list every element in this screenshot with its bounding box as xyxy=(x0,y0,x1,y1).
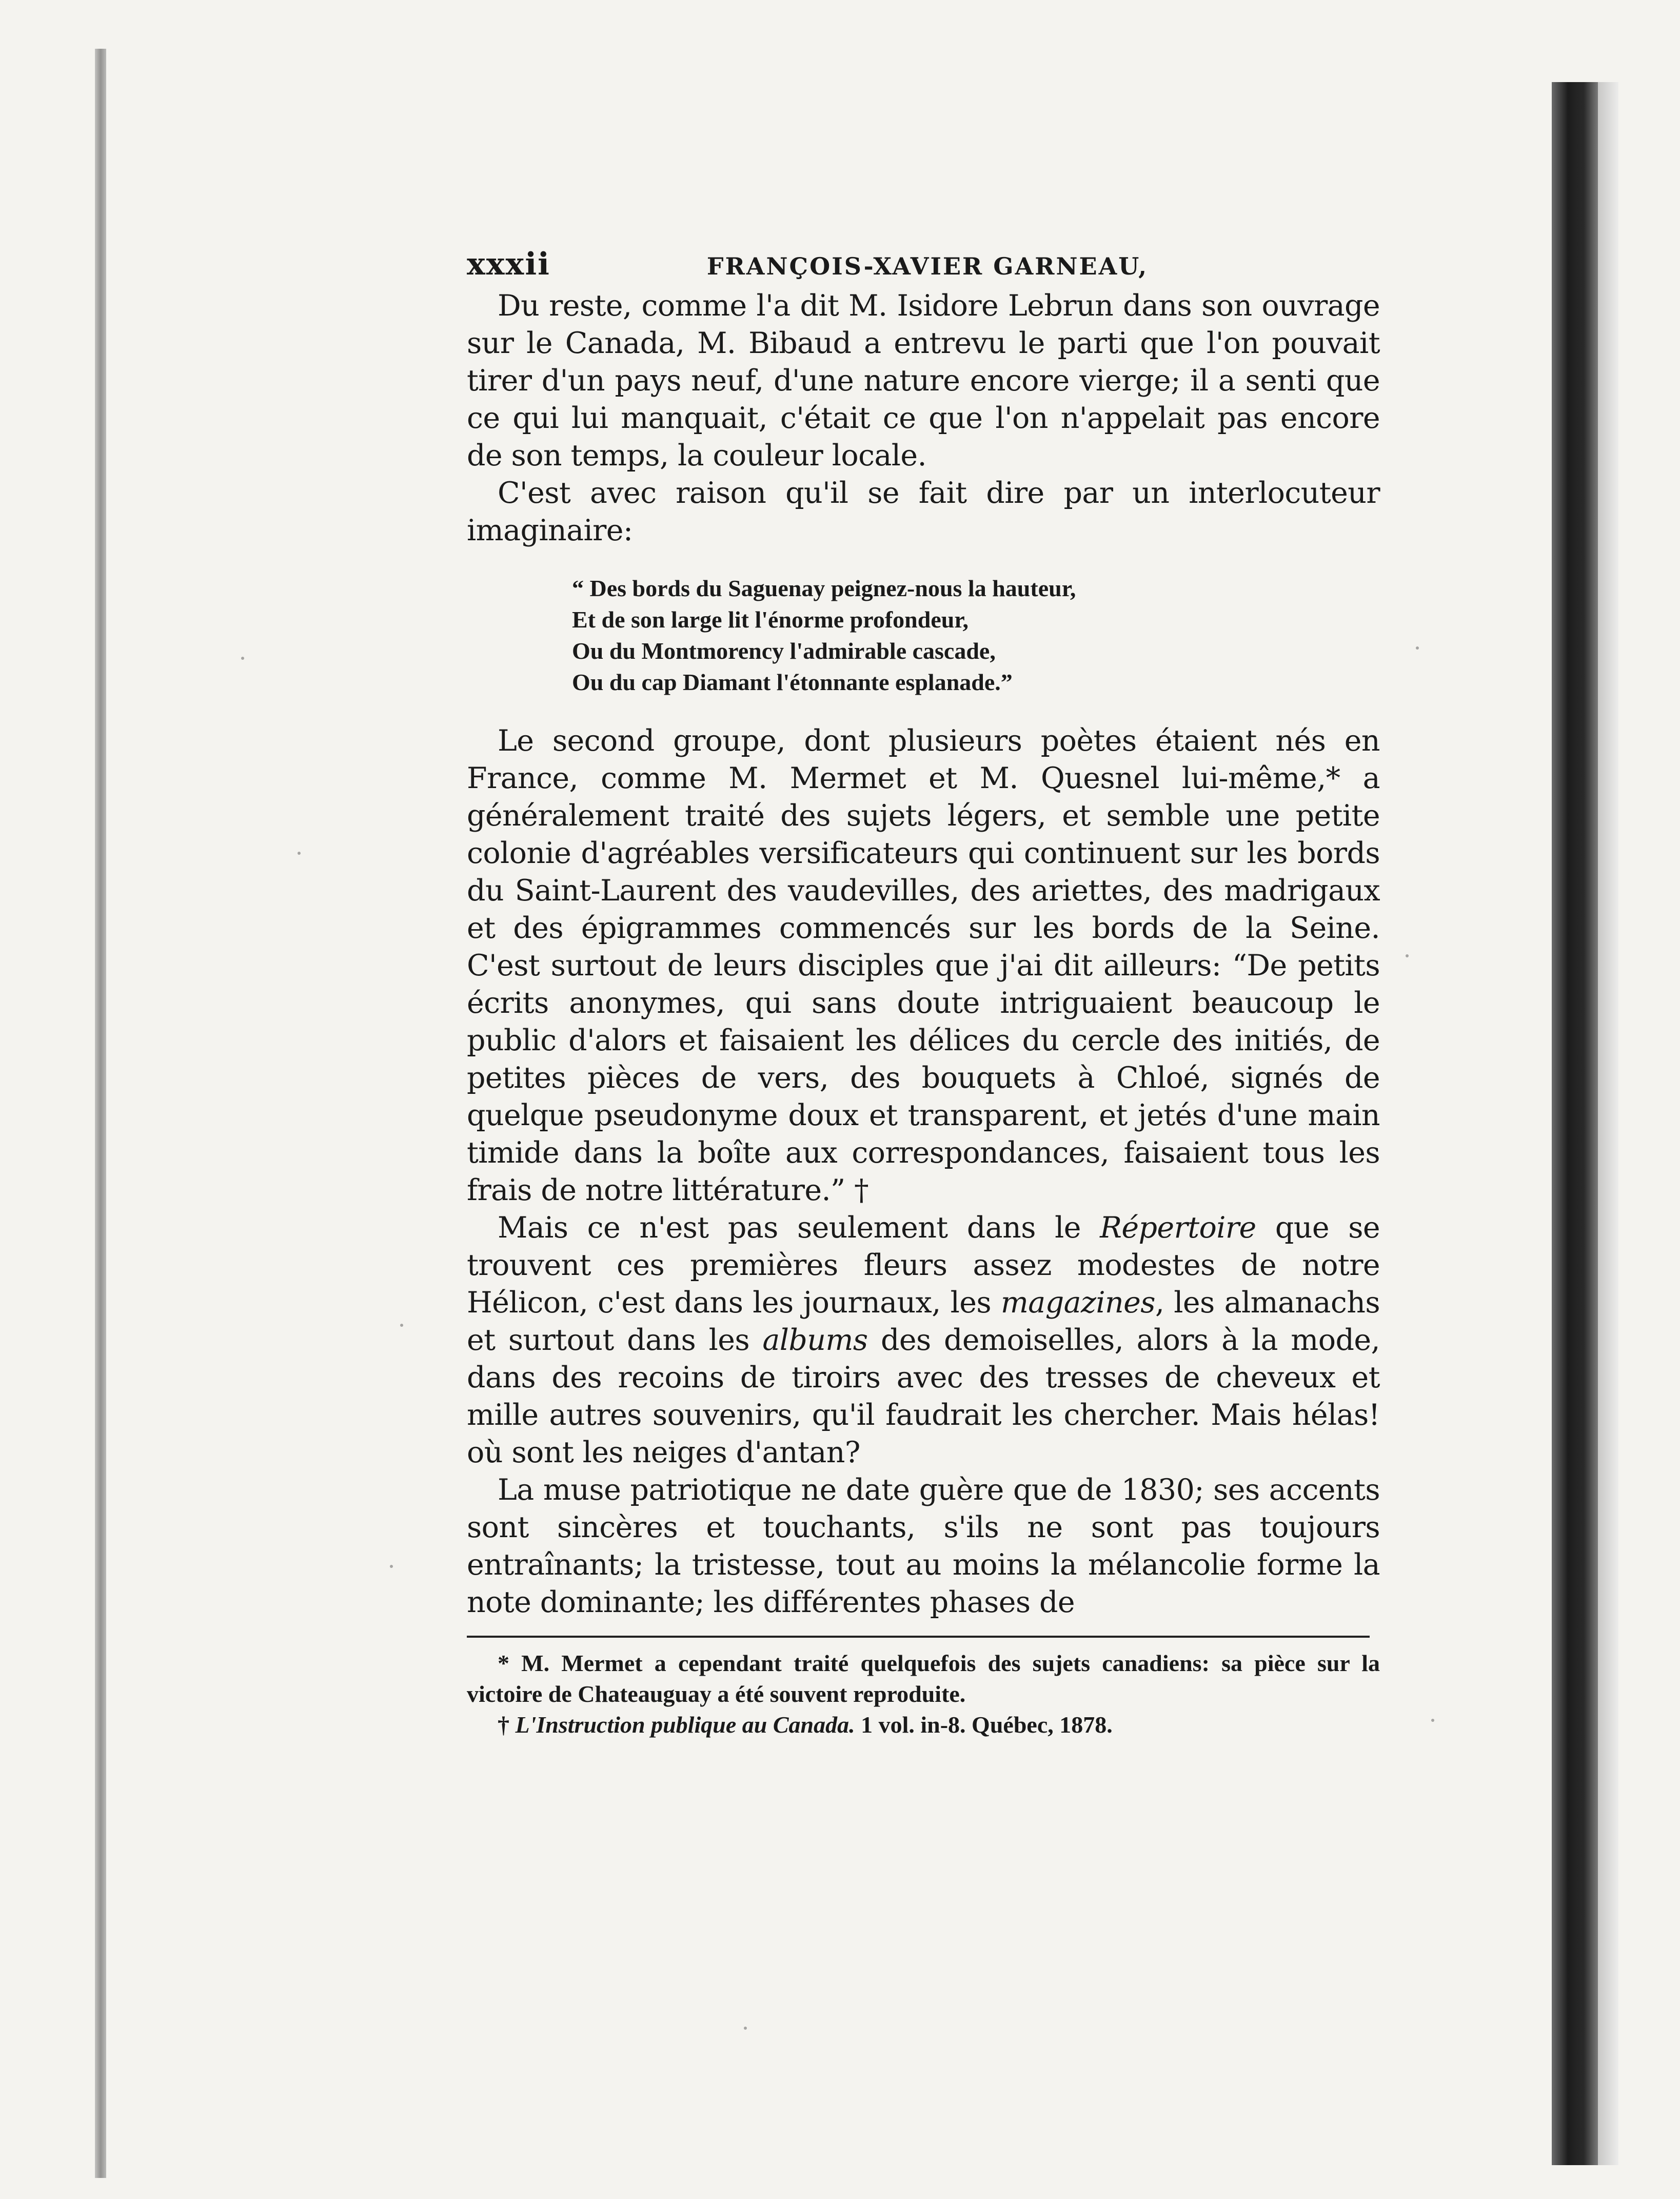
paragraph-1: Du reste, comme l'a dit M. Isidore Lebrun dans son ouvrage sur le Canada, M. Bibaud a entrevu le parti que l'on pouvait tirer d'un pays neuf, d'une nature encore vierge; il a senti que ce qui lui manquait, c'était ce que l'on n'appelait pas encore de son temps, la couleur locale. xyxy=(467,289,1380,473)
italic-term: albums xyxy=(762,1323,868,1357)
verse-line: “ Des bords du Saguenay peignez-nous la hauteur, xyxy=(572,575,1076,601)
footnote-rule xyxy=(467,1636,1370,1638)
scan-speck xyxy=(241,657,244,660)
scan-speck xyxy=(1416,646,1419,650)
footnotes xyxy=(467,1648,1380,1740)
footnote-2 xyxy=(467,1710,1380,1740)
paragraph-4 xyxy=(467,1209,1380,1471)
text-run: , les almanachs et surtout dans les xyxy=(467,1286,1380,1357)
page-number: xxxii xyxy=(467,246,550,282)
verse-line: Ou du Montmorency l'admirable cascade, xyxy=(572,638,996,664)
cited-title: L'Instruction publique au Canada. xyxy=(515,1712,855,1738)
scan-speck xyxy=(390,1565,393,1568)
text-run: Mais ce n'est pas seulement dans le xyxy=(498,1211,1100,1245)
book-page xyxy=(467,246,1380,1740)
verse-quote xyxy=(572,573,1380,698)
footnote-1: * M. Mermet a cependant traité quelquefois des sujets canadiens: sa pièce sur la victoire de Chateauguay a été souvent reproduite. xyxy=(467,1650,1380,1707)
running-head xyxy=(467,246,1380,287)
dagger-mark: † xyxy=(498,1712,516,1738)
scan-speck xyxy=(298,852,301,855)
right-binding-shadow xyxy=(1552,82,1598,2165)
verse-line: Ou du cap Diamant l'étonnante esplanade.” xyxy=(572,669,1013,695)
paragraph-2: C'est avec raison qu'il se fait dire par un interlocuteur imaginaire: xyxy=(467,476,1380,547)
citation-details: 1 vol. in-8. Québec, 1878. xyxy=(855,1712,1113,1738)
text-run: que se trouvent ces premières fleurs assez modestes de notre Hélicon, c'est dans les journaux, les xyxy=(467,1211,1380,1320)
text-run: des demoiselles, alors à la mode, dans des recoins de tiroirs avec des tresses de cheveux et mille autres souvenirs, qu'il faudrait les chercher. Mais hélas! où sont les neiges d'antan? xyxy=(467,1323,1380,1469)
right-page-edge xyxy=(1598,82,1618,2165)
italic-term: magazines xyxy=(1000,1286,1155,1320)
verse-line: Et de son large lit l'énorme profondeur, xyxy=(572,606,969,633)
left-binding-shadow xyxy=(95,49,106,2178)
scan-speck xyxy=(1431,1719,1434,1722)
scan-speck xyxy=(744,2027,747,2030)
running-title: FRANÇOIS-XAVIER GARNEAU, xyxy=(706,252,1149,280)
paragraph-3: Le second groupe, dont plusieurs poètes étaient nés en France, comme M. Mermet et M. Quesnel lui-même,* a généralement traité des sujets légers, et semble une petite colonie d'agréables versificateurs qui continuent sur les bords du Saint-Laurent des vaudevilles, des ariettes, des madrigaux et des épigrammes commencés sur les bords de la Seine. C'est surtout de leurs disciples que j'ai dit ailleurs: “De petits écrits anonymes, qui sans doute intriguaient beaucoup le public d'alors et faisaient les délices du cercle des initiés, de petites pièces de vers, des bouquets à Chloé, signés de quelque pseudonyme doux et transparent, et jetés d'une main timide dans la boîte aux correspondances, faisaient tous les frais de notre littérature.” † xyxy=(467,724,1380,1207)
italic-term: Répertoire xyxy=(1100,1211,1256,1245)
paragraph-5: La muse patriotique ne date guère que de 1830; ses accents sont sincères et touchants, s'ils ne sont pas toujours entraînants; la tristesse, tout au moins la mélancolie forme la note dominante; les différentes phases de xyxy=(467,1473,1380,1619)
scan-speck xyxy=(1406,954,1409,957)
scan-speck xyxy=(400,1324,403,1327)
